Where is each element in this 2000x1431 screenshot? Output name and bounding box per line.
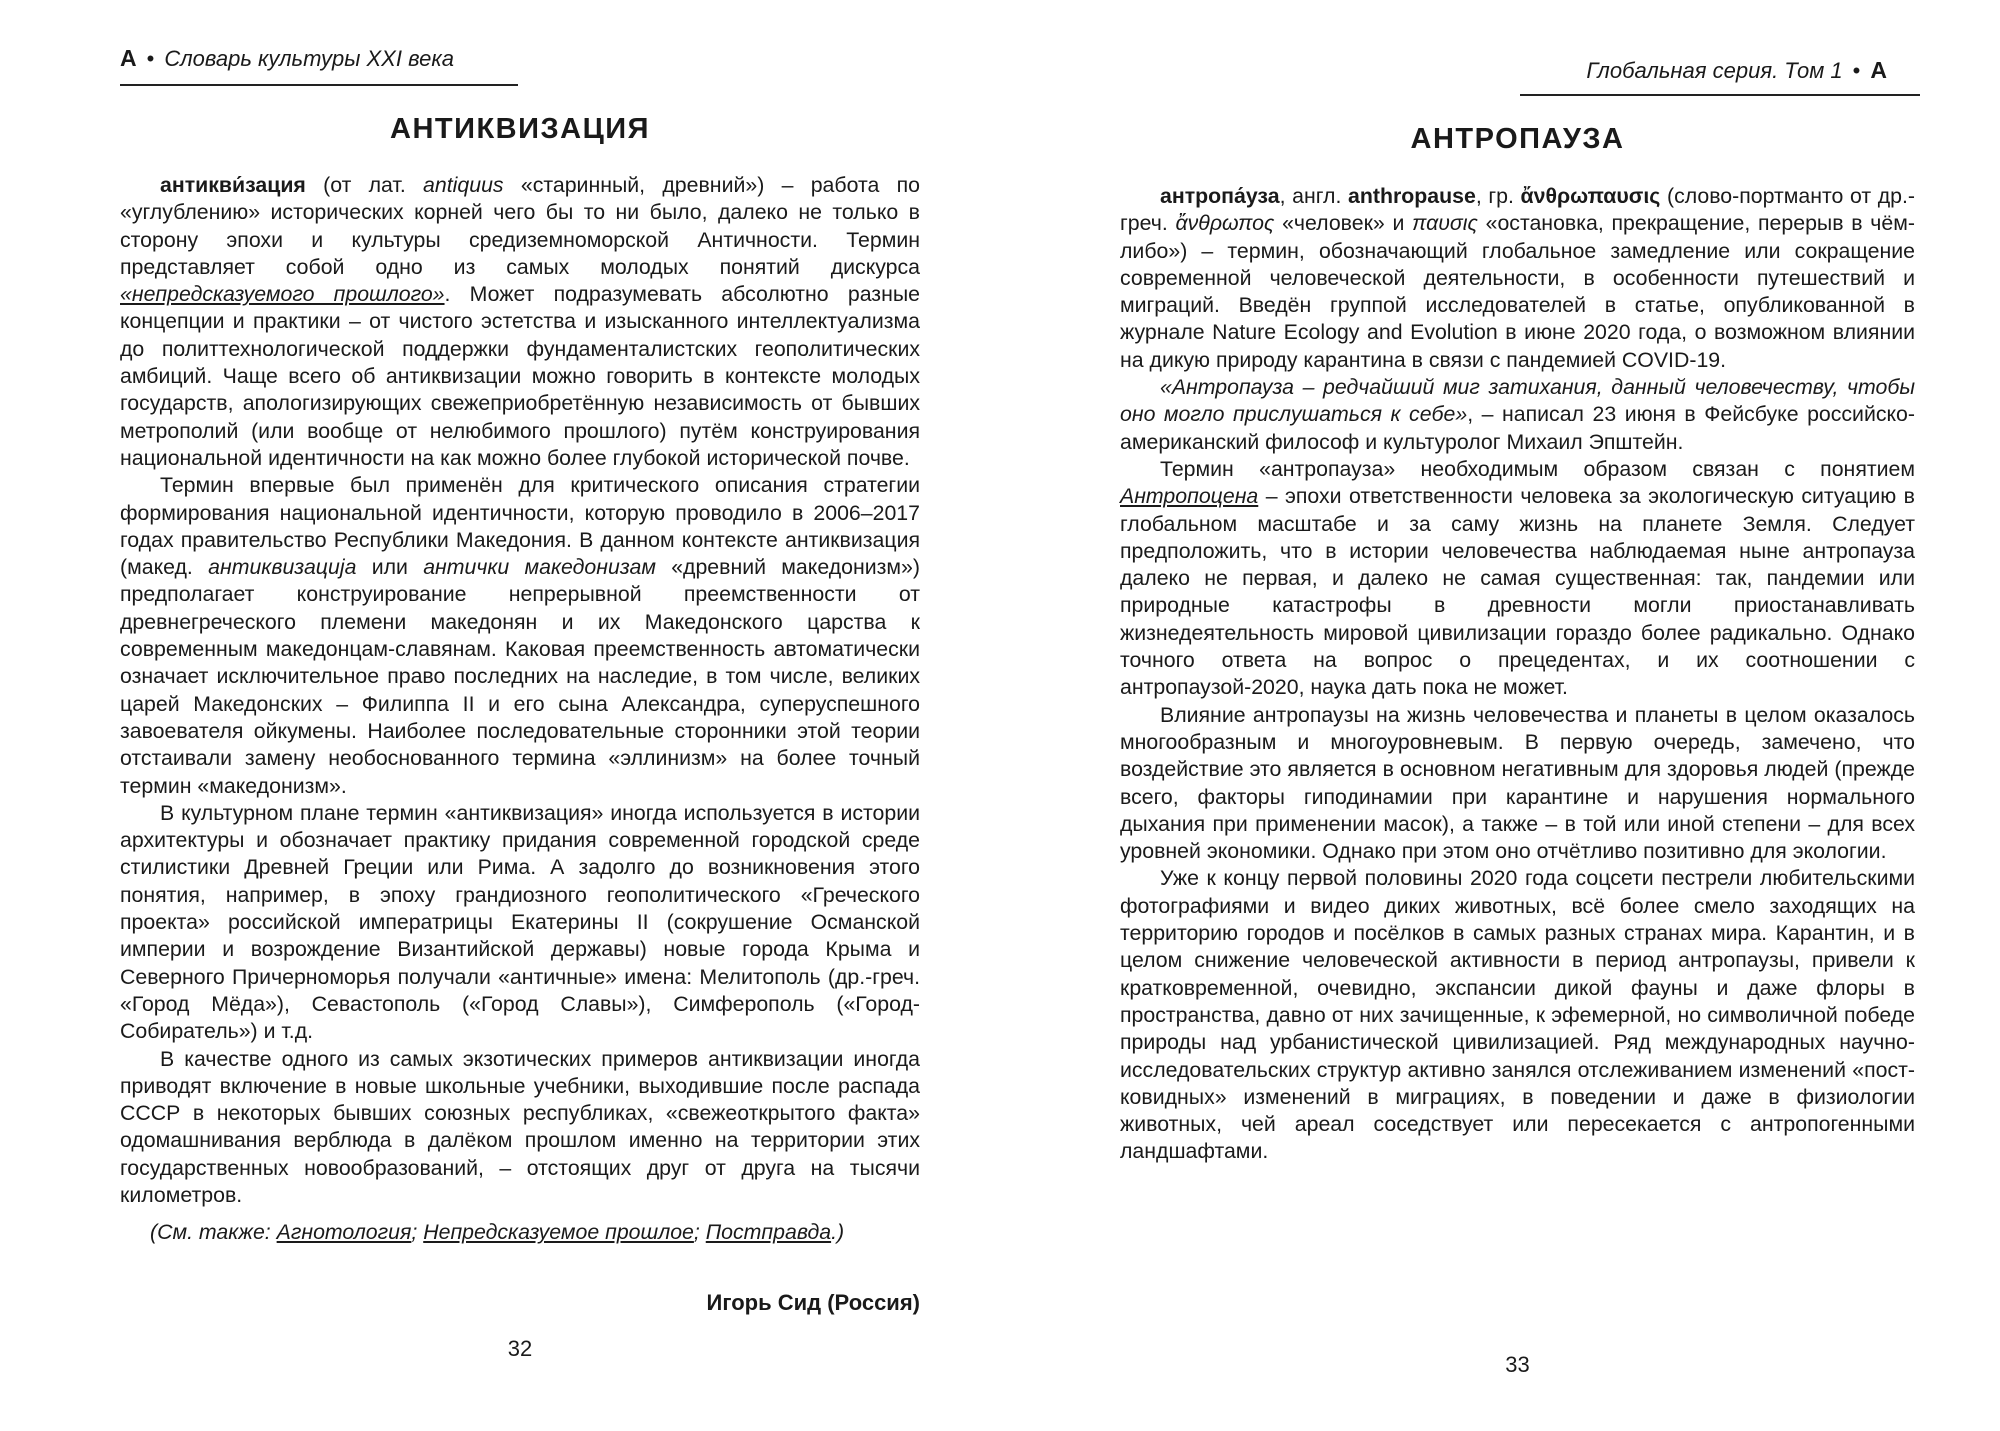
cross-reference-link[interactable]: «непредсказуемого прошлого» [120, 282, 445, 307]
paragraph: антикви́зация (от лат. antiquus «старинный, древний») – работа по «углублению» исторических корней чего бы то ни было, далеко не только в сторону эпохи и культуры средиземноморской Античности. Термин представляет собой одно из самых молодых понятий дискурса «непредсказуемого прошлого». Может подразумевать абсолютно разные концепции и практики – от чистого эстетства и изысканного интеллектуализма до политтехнологической поддержки фундаменталистских геополитических амбиций. Чаще всего об антиквизации можно говорить в контексте молодых государств, апологизирующих свежеприобретённую независимость от бывших метрополий (или вообще от нелюбимого прошлого) путём конструирования национальной идентичности на как можно более глубокой исторической почве. [120, 173, 920, 470]
author-signature: Игорь Сид (Россия) [706, 1290, 920, 1315]
header-separator: • [1852, 58, 1861, 83]
section-letter: А [120, 45, 137, 71]
article-title: АНТРОПАУЗА [1410, 123, 1625, 155]
right-page [1120, 0, 1915, 1431]
see-also-link-unpredictable-past[interactable]: Непредсказуемое прошлое [423, 1220, 694, 1245]
page-number: 32 [507, 1336, 533, 1361]
header-rule [120, 84, 518, 86]
cross-reference-link[interactable]: Антропоцена [1120, 484, 1259, 509]
quotation: «Антропауза – редчайший миг затихания, данный человечеству, чтобы оно могло прислушаться к себе» [1120, 375, 1915, 427]
book-title: Словарь культуры XXI века [164, 46, 454, 71]
running-header [120, 45, 454, 72]
headword: антропа́уза [1160, 184, 1280, 208]
page-number: 33 [1505, 1352, 1530, 1377]
left-page [120, 0, 920, 1431]
paragraph: антропа́уза, англ. anthropause, гр. ἄνθρωπαυσις (слово-портманто от др.-греч. ἄνθρωπος «человек» и παυσις «остановка, прекращение, перерыв в чём-либо») – термин, обозначающий глобальное замедление или сокращение современной человеческой деятельности, в особенности путешествий и миграций. Введён группой исследователей в статье, опубликованной в журнале Nature Ecology and Evolution в июне 2020 года, о возможном влиянии на дикую природу карантина в связи с пандемией COVID-19. [1120, 184, 1916, 372]
header-rule [1520, 94, 1920, 96]
paragraph: В качестве одного из самых экзотических примеров антиквизации иногда приводят включение в новые школьные учебники, выходившие после распада СССР в некоторых бывших союзных республиках, «свежеоткрытого факта» одомашнивания верблюда в далёком прошлом именно на территории этих государственных новообразований, – отстоящих друг от друга на тысячи километров. [120, 1046, 920, 1207]
see-also: (См. также: Агнотология; Непредсказуемое прошлое; Постправда.) [150, 1220, 845, 1245]
article-body [1120, 183, 1915, 1166]
series-title: Глобальная серия. Том 1 [1586, 58, 1843, 83]
paragraph: «Антропауза – редчайший миг затихания, данный человечеству, чтобы оно могло прислушаться к себе», – написал 23 июня в Фейсбуке российско-американский философ и культуролог Михаил Эпштейн. [1120, 375, 1915, 454]
paragraph: Уже к концу первой половины 2020 года соцсети пестрели любительскими фотографиями и видео диких животных, всё более смело заходящих на территорию городов и посёлков в самых разных странах мира. Карантин, и в целом снижение человеческой активности в период антропаузы, привели к кратковременной, очевидно, экспансии дикой фауны и даже флоры в пространства, давно от них зачищенные, к эфемерной, но символичной победе природы над урбанистической цивилизацией. Ряд международных научно-исследовательских структур активно занялся отслеживанием изменений «пост-ковидных» изменений в миграциях, в поведении и даже в физиологии животных, чей ареал соседствует или пересекается с антропогенными ландшафтами. [1120, 866, 1915, 1164]
header-separator: • [146, 46, 155, 71]
section-letter: А [1870, 57, 1887, 83]
see-also-link-agnotology[interactable]: Агнотология [276, 1220, 412, 1245]
headword: антикви́зация [160, 173, 306, 197]
article-body [120, 172, 920, 1247]
see-also-link-post-truth[interactable]: Постправда [705, 1220, 832, 1245]
paragraph: Термин «антропауза» необходимым образом связан с понятием Антропоцена – эпохи ответственности человека за экологическую ситуацию в глобальном масштабе и за саму жизнь на планете Земля. Следует предположить, что в истории человечества наблюдаемая ныне антропауза далеко не первая, и далеко не самая существенная: так, пандемии или природные катастрофы в древности могли приостанавливать жизнедеятельность мировой цивилизации гораздо более радикально. Однако точного ответа на вопрос о прецедентах, и их соотношении с антропаузой-2020, наука дать пока не может. [1120, 456, 1915, 700]
paragraph: Влияние антропаузы на жизнь человечества и планеты в целом оказалось многообразным и многоуровневым. В первую очередь, замечено, что воздействие это является в основном негативным для здоровья людей (прежде всего, факторы гиподинамии при карантине и нарушения нормального дыхания при применении масок), а также – в той или иной степени – для всех уровней экономики. Однако при этом оно отчётливо позитивно для экологии. [1120, 702, 1915, 864]
paragraph: В культурном плане термин «антиквизация» иногда используется в истории архитектуры и обозначает практику придания современной городской среде стилистики Древней Греции или Рима. А задолго до возникновения этого понятия, например, в эпоху грандиозного геополитического «Греческого проекта» российской императрицы Екатерины II (сокрушение Османской империи и возрождение Византийской державы) новые города Крыма и Северного Причерноморья получали «античные» имена: Мелитополь (др.-греч. «Город Мёда»), Севастополь («Город Славы»), Симферополь («Город-Собиратель») и т.д. [120, 800, 920, 1044]
paragraph: Термин впервые был применён для критического описания стратегии формирования национальной идентичности, которую проводило в 2006–2017 годах правительство Республики Македония. В данном контексте антиквизация (макед. антиквизација или антички македонизам «древний македонизм») предполагает конструирование непрерывной преемственности от древнегреческого племени македонян и их Македонского царства к современным македонцам-славянам. Каковая преемственность автоматически означает исключительное право последних на наследие, в том числе, великих царей Македонских – Филиппа II и его сына Александра, суперуспешного завоевателя ойкумены. Наиболее последовательные сторонники этой теории отстаивали замену необоснованного термина «эллинизм» на более точный термин «македонизм». [120, 473, 920, 798]
running-header [1586, 57, 1887, 84]
article-title: АНТИКВИЗАЦИЯ [390, 113, 650, 145]
